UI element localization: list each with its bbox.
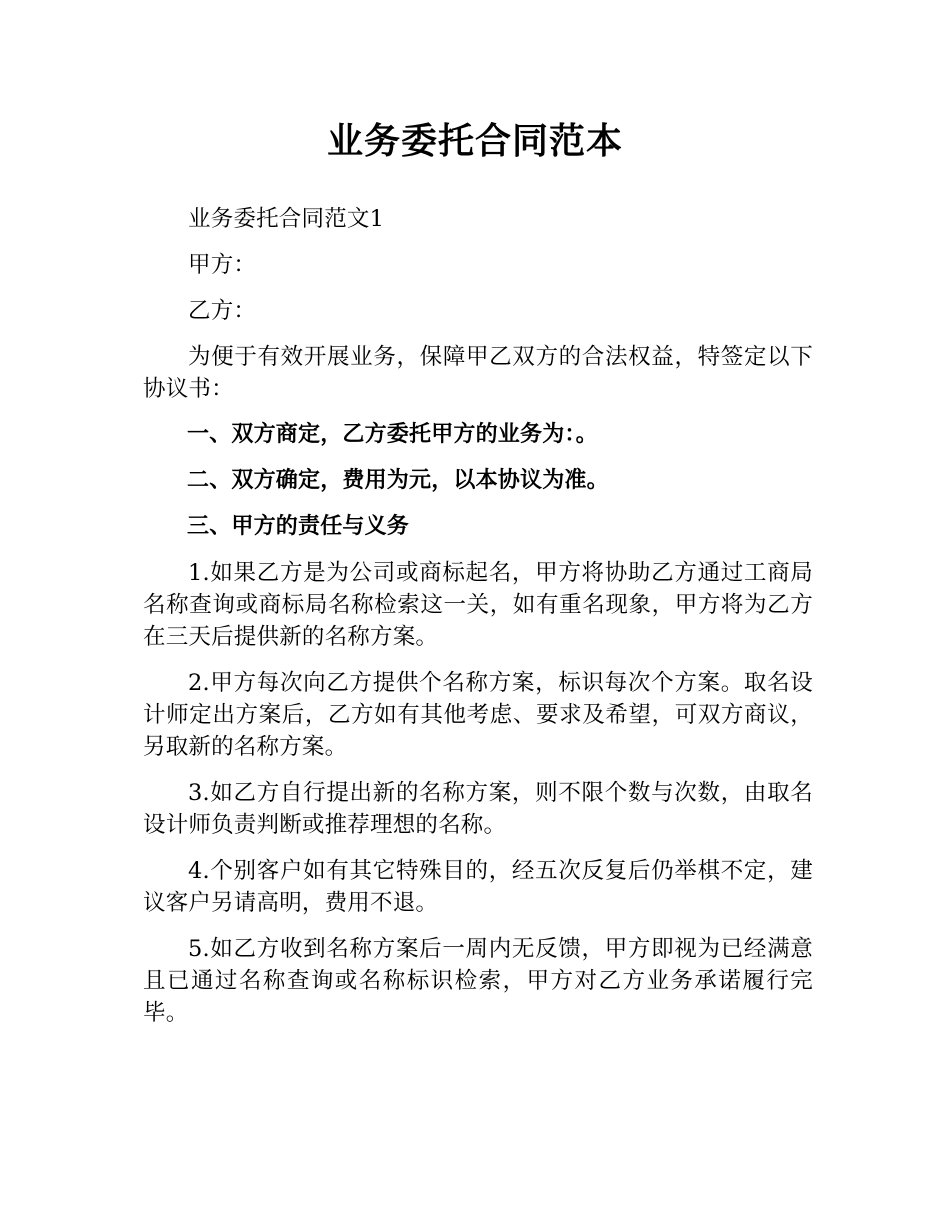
paragraph-party-b: 乙方：	[188, 298, 257, 324]
clause-item-5: 5.如乙方收到名称方案后一周内无反馈，甲方即视为已经满意且已通过名称查询或名称标识检索，甲方对乙方业务承诺履行完毕。	[143, 936, 813, 1026]
clause-item-1: 1.如果乙方是为公司或商标起名，甲方将协助乙方通过工商局名称查询或商标局名称检索这一关，如有重名现象，甲方将为乙方在三天后提供新的名称方案。	[143, 560, 813, 650]
clause-item-2: 2.甲方每次向乙方提供个名称方案，标识每次个方案。取名设计师定出方案后，乙方如有其他考虑、要求及希望，可双方商议，另取新的名称方案。	[143, 670, 813, 760]
paragraph-subtitle: 业务委托合同范文1	[188, 206, 385, 232]
paragraph-party-a: 甲方：	[188, 252, 257, 278]
clause-heading-1: 一、双方商定，乙方委托甲方的业务为：。	[187, 422, 598, 447]
clause-heading-3: 三、甲方的责任与义务	[187, 514, 410, 539]
clause-item-3: 3.如乙方自行提出新的名称方案，则不限个数与次数，由取名设计师负责判断或推荐理想的名称。	[143, 780, 813, 838]
paragraph-preamble: 为便于有效开展业务，保障甲乙双方的合法权益，特签定以下协议书：	[143, 344, 813, 402]
clause-item-4: 4.个别客户如有其它特殊目的，经五次反复后仍举棋不定，建议客户另请高明，费用不退。	[143, 858, 813, 916]
document-title: 业务委托合同范本	[326, 121, 623, 162]
clause-heading-2: 二、双方确定，费用为元，以本协议为准。	[187, 468, 609, 493]
document-body	[143, 203, 813, 1043]
